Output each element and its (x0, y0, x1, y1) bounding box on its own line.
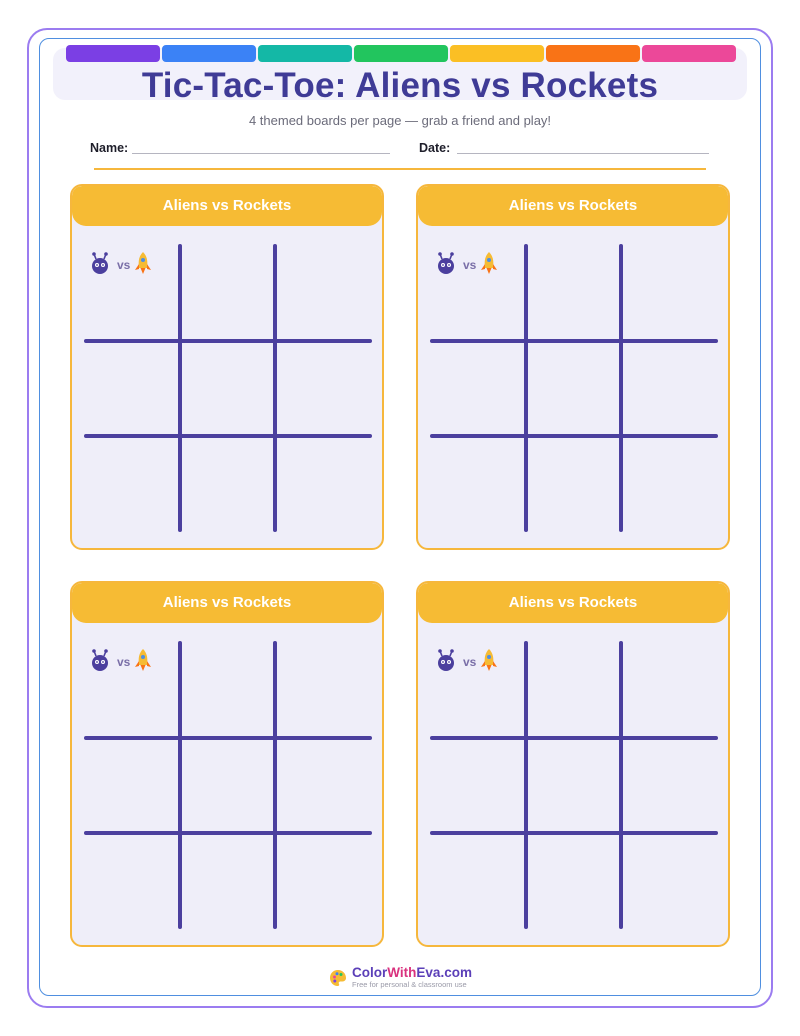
stripe-segment (546, 45, 640, 62)
stripe-segment (66, 45, 160, 62)
brand-text: With (387, 965, 417, 980)
page-title: Tic-Tac-Toe: Aliens vs Rockets (141, 66, 659, 105)
alien-icon (90, 252, 110, 279)
stripe-segment (354, 45, 448, 62)
brand-text: Color (352, 965, 388, 980)
grid-line-horizontal (84, 831, 372, 835)
rainbow-stripe (66, 45, 736, 62)
grid-line-vertical (524, 641, 528, 929)
alien-icon (436, 649, 456, 676)
rocket-icon (134, 648, 152, 677)
alien-icon (436, 252, 456, 279)
vs-label: vs (463, 655, 477, 669)
name-label: Name: (90, 141, 129, 155)
board-legend (90, 254, 152, 276)
grid-line-vertical (273, 244, 277, 532)
stripe-segment (642, 45, 736, 62)
game-board (416, 184, 730, 550)
game-board (70, 184, 384, 550)
grid-line-vertical (524, 244, 528, 532)
board-title: Aliens vs Rockets (418, 186, 728, 226)
rocket-icon (480, 648, 498, 677)
footer (0, 966, 800, 989)
palette-icon (328, 968, 348, 988)
board-title: Aliens vs Rockets (72, 186, 382, 226)
rocket-icon (134, 251, 152, 280)
grid-line-horizontal (430, 434, 718, 438)
board-legend (90, 651, 152, 673)
grid-line-horizontal (84, 434, 372, 438)
header-divider (94, 168, 706, 170)
brand-text: .com (440, 965, 472, 980)
grid-line-vertical (178, 244, 182, 532)
alien-icon (90, 649, 110, 676)
date-label: Date: (419, 141, 451, 155)
grid-line-horizontal (430, 339, 718, 343)
name-field[interactable] (132, 153, 390, 154)
vs-label: vs (463, 258, 477, 272)
grid-line-vertical (178, 641, 182, 929)
vs-label: vs (117, 258, 131, 272)
game-board (70, 581, 384, 947)
board-title: Aliens vs Rockets (418, 583, 728, 623)
grid-line-horizontal (430, 831, 718, 835)
vs-label: vs (117, 655, 131, 669)
grid-line-horizontal (84, 339, 372, 343)
rocket-icon (480, 251, 498, 280)
game-board (416, 581, 730, 947)
board-legend (436, 651, 498, 673)
stripe-segment (258, 45, 352, 62)
grid-line-horizontal (84, 736, 372, 740)
stripe-segment (162, 45, 256, 62)
brand-text: Eva (416, 965, 441, 980)
grid-line-horizontal (430, 736, 718, 740)
stripe-segment (450, 45, 544, 62)
footer-tagline: Free for personal & classroom use (352, 980, 467, 989)
page-subtitle: 4 themed boards per page — grab a friend and play! (248, 113, 552, 128)
brand-link[interactable] (352, 966, 472, 980)
footer-text (352, 966, 472, 989)
board-legend (436, 254, 498, 276)
grid-line-vertical (619, 641, 623, 929)
grid-line-vertical (273, 641, 277, 929)
date-field[interactable] (457, 153, 709, 154)
board-title: Aliens vs Rockets (72, 583, 382, 623)
grid-line-vertical (619, 244, 623, 532)
